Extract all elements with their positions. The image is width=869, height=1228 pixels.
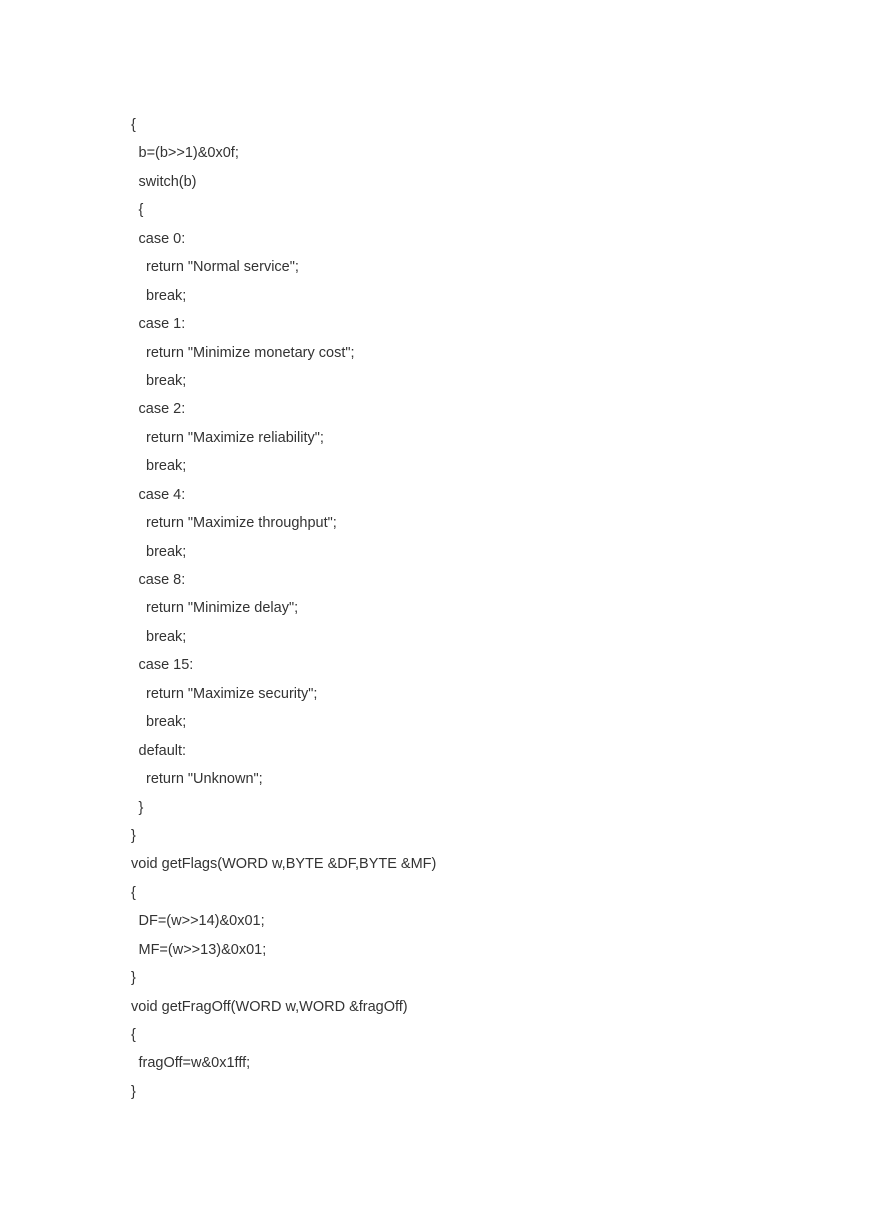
code-line: } bbox=[131, 827, 136, 844]
code-line: MF=(w>>13)&0x01; bbox=[138, 941, 267, 958]
code-line: fragOff=w&0x1fff; bbox=[138, 1055, 251, 1072]
code-line: break; bbox=[146, 287, 187, 304]
code-line: { bbox=[131, 117, 136, 133]
code-line: case 15: bbox=[138, 657, 194, 674]
code-line: return "Maximize throughput"; bbox=[146, 515, 337, 532]
code-line: break; bbox=[146, 714, 187, 731]
code-line: void getFragOff(WORD w,WORD &fragOff) bbox=[131, 998, 408, 1015]
code-line: switch(b) bbox=[138, 173, 197, 190]
code-line: return "Maximize security"; bbox=[146, 685, 318, 702]
code-line: b=(b>>1)&0x0f; bbox=[138, 145, 239, 162]
code-line: { bbox=[131, 1027, 136, 1043]
code-line: DF=(w>>14)&0x01; bbox=[138, 913, 265, 930]
code-line: return "Minimize monetary cost"; bbox=[146, 344, 355, 361]
code-line: case 8: bbox=[138, 572, 186, 588]
code-line: } bbox=[131, 970, 136, 987]
code-line: break; bbox=[146, 628, 187, 645]
code-line: return "Minimize delay"; bbox=[146, 600, 299, 617]
code-line: case 2: bbox=[138, 401, 186, 418]
code-line: return "Normal service"; bbox=[146, 259, 299, 276]
code-line: return "Unknown"; bbox=[146, 771, 263, 788]
code-line: } bbox=[138, 799, 144, 816]
code-line: } bbox=[131, 1083, 136, 1100]
code-line: case 1: bbox=[138, 316, 186, 333]
code-line: break; bbox=[146, 543, 187, 560]
code-line: break; bbox=[146, 372, 187, 389]
code-line: void getFlags(WORD w,BYTE &DF,BYTE &MF) bbox=[131, 856, 437, 873]
code-line: break; bbox=[146, 458, 187, 475]
code-line: { bbox=[131, 884, 136, 901]
code-line: { bbox=[138, 202, 144, 219]
code-listing bbox=[131, 114, 436, 1109]
code-line: default: bbox=[138, 742, 187, 759]
code-line: case 4: bbox=[138, 486, 186, 503]
code-line: return "Maximize reliability"; bbox=[146, 429, 324, 446]
code-line: case 0: bbox=[138, 230, 186, 247]
